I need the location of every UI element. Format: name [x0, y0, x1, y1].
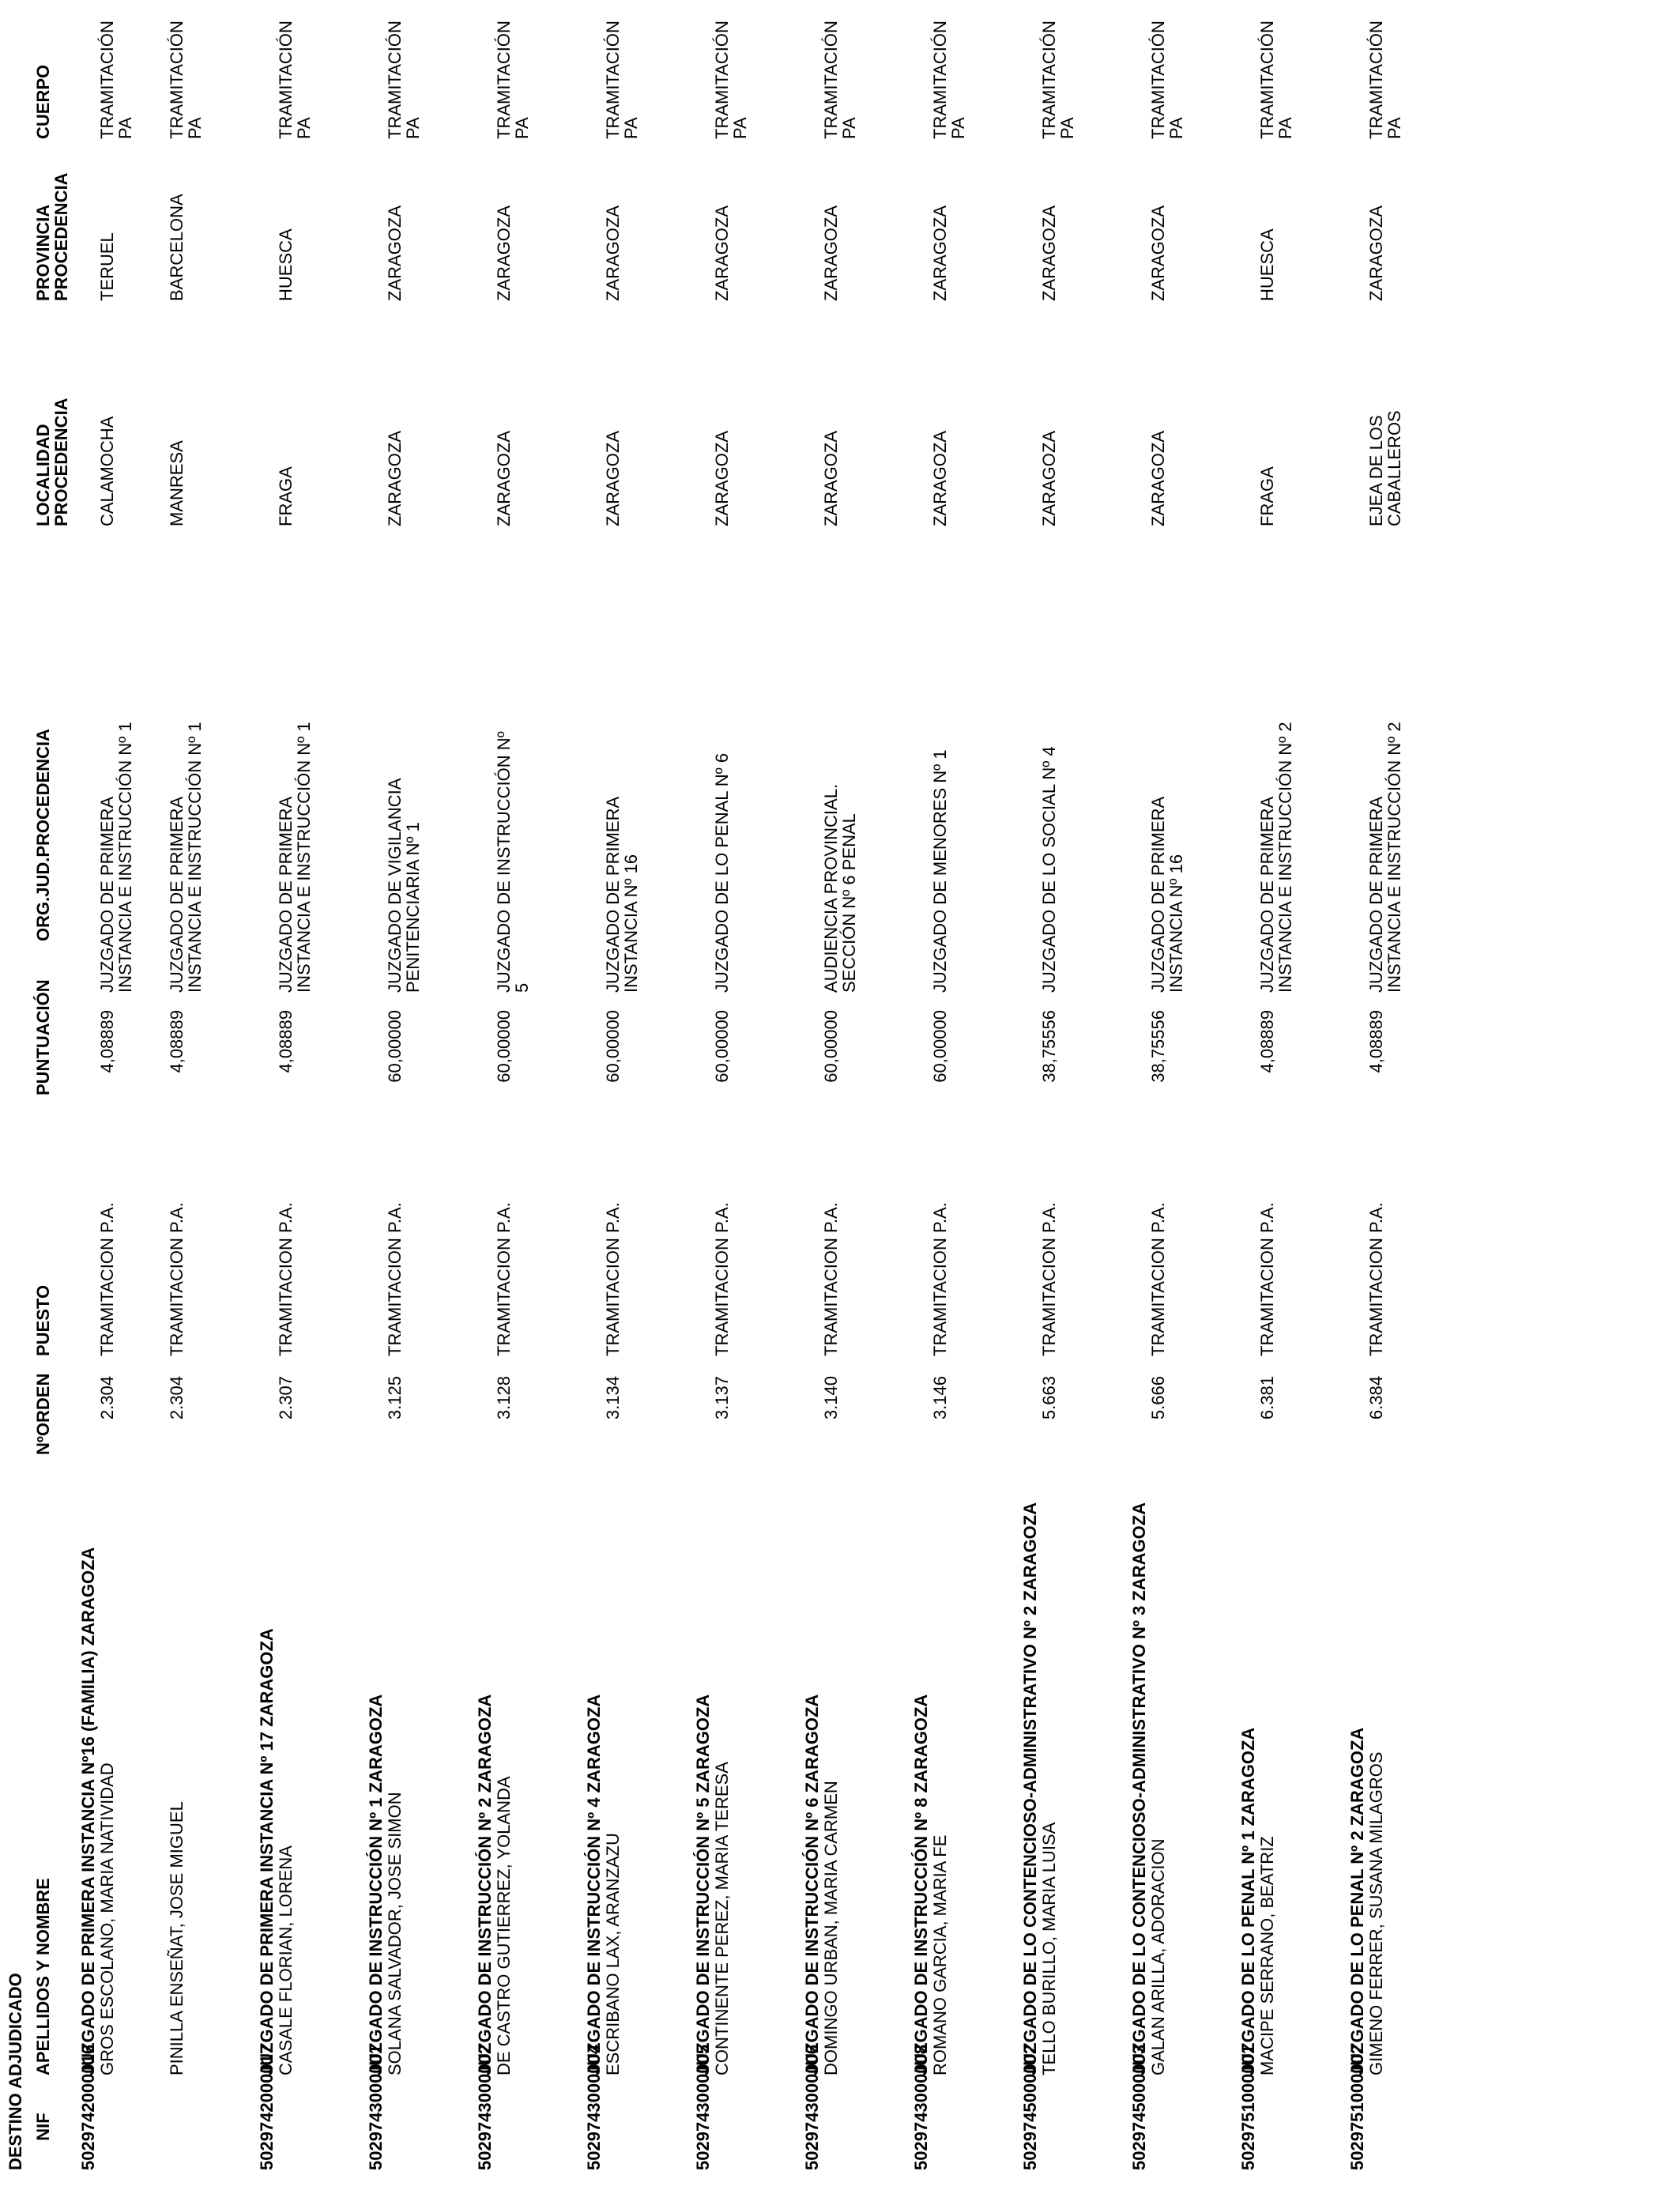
- localidad-procedencia: EJEA DE LOS: [1366, 415, 1386, 526]
- header-org-jud-procedencia: ORG.JUD.PROCEDENCIA: [33, 729, 53, 941]
- orden-number: 6.381: [1257, 1376, 1277, 1420]
- puntuacion: 38,75556: [1039, 1010, 1059, 1083]
- org-jud-procedencia: JUZGADO DE LO SOCIAL Nº 4: [1039, 746, 1059, 993]
- org-jud-procedencia: JUZGADO DE INSTRUCCIÓN Nº: [494, 731, 514, 993]
- cuerpo: TRAMITACIÓN: [385, 21, 405, 139]
- org-jud-procedencia: INSTANCIA E INSTRUCCIÓN Nº 1: [185, 722, 205, 993]
- group-code: 5029743000008: [911, 2044, 931, 2170]
- orden-number: 5.666: [1148, 1376, 1168, 1420]
- orden-number: 3.146: [930, 1376, 950, 1420]
- localidad-procedencia: ZARAGOZA: [821, 430, 841, 526]
- group-title: JUZGADO DE INSTRUCCIÓN Nº 5 ZARAGOZA: [693, 1694, 713, 2075]
- localidad-procedencia: CALAMOCHA: [97, 416, 117, 526]
- puntuacion: 4,08889: [97, 1010, 117, 1073]
- cuerpo: TRAMITACIÓN: [712, 21, 732, 139]
- localidad-procedencia: FRAGA: [1257, 466, 1277, 526]
- puesto: TRAMITACION P.A.: [167, 1202, 186, 1356]
- group-title: JUZGADO DE LO CONTENCIOSO-ADMINISTRATIVO Nº 2 ZARAGOZA: [1020, 1502, 1040, 2075]
- org-jud-procedencia: INSTANCIA E INSTRUCCIÓN Nº 2: [1384, 722, 1404, 993]
- puesto: TRAMITACION P.A.: [494, 1202, 514, 1356]
- orden-number: 2.307: [276, 1376, 296, 1420]
- person-name: GIMENO FERRER, SUSANA MILAGROS: [1366, 1751, 1386, 2075]
- person-name: ROMANO GARCIA, MARIA FE: [930, 1834, 950, 2075]
- cuerpo: TRAMITACIÓN: [1039, 21, 1059, 139]
- puntuacion: 38,75556: [1148, 1010, 1168, 1083]
- provincia-procedencia: ZARAGOZA: [930, 205, 950, 301]
- puntuacion: 60,00000: [930, 1010, 950, 1083]
- puesto: TRAMITACION P.A.: [603, 1202, 623, 1356]
- org-jud-procedencia: 5: [512, 982, 532, 993]
- group-title: JUZGADO DE PRIMERA INSTANCIA Nº 17 ZARAGOZA: [257, 1628, 277, 2075]
- org-jud-procedencia: AUDIENCIA PROVINCIAL.: [821, 783, 841, 993]
- group-code: 5029745000003: [1129, 2044, 1149, 2170]
- orden-number: 3.128: [494, 1376, 514, 1420]
- puesto: TRAMITACION P.A.: [1366, 1202, 1386, 1356]
- localidad-procedencia: CABALLEROS: [1384, 410, 1404, 526]
- header-puesto: PUESTO: [33, 1284, 53, 1356]
- puesto: TRAMITACION P.A.: [712, 1202, 732, 1356]
- person-name: CONTINENTE PEREZ, MARIA TERESA: [712, 1762, 732, 2075]
- person-name: DOMINGO URBAN, MARIA CARMEN: [821, 1781, 841, 2075]
- provincia-procedencia: ZARAGOZA: [603, 205, 623, 301]
- org-jud-procedencia: INSTANCIA E INSTRUCCIÓN Nº 1: [115, 722, 135, 993]
- localidad-procedencia: ZARAGOZA: [712, 430, 732, 526]
- cuerpo: PA: [730, 117, 750, 139]
- cuerpo: TRAMITACIÓN: [821, 21, 841, 139]
- org-jud-procedencia: JUZGADO DE LO PENAL Nº 6: [712, 752, 732, 993]
- header-localidad-line1: LOCALIDAD: [33, 424, 53, 526]
- cuerpo: PA: [1057, 117, 1077, 139]
- header-cuerpo: CUERPO: [33, 64, 53, 139]
- cuerpo: TRAMITACIÓN: [1148, 21, 1168, 139]
- group-title: JUZGADO DE INSTRUCCIÓN Nº 4 ZARAGOZA: [584, 1694, 604, 2075]
- header-provincia-line1: PROVINCIA: [33, 204, 53, 301]
- cuerpo: TRAMITACIÓN: [167, 21, 186, 139]
- org-jud-procedencia: INSTANCIA E INSTRUCCIÓN Nº 1: [294, 722, 314, 993]
- cuerpo: TRAMITACIÓN: [276, 21, 296, 139]
- orden-number: 5.663: [1039, 1376, 1059, 1420]
- group-title: JUZGADO DE PRIMERA INSTANCIA Nº16 (FAMILIA) ZARAGOZA: [78, 1547, 98, 2075]
- localidad-procedencia: FRAGA: [276, 466, 296, 526]
- org-jud-procedencia: JUZGADO DE PRIMERA: [167, 796, 186, 993]
- org-jud-procedencia: PENITENCIARIA Nº 1: [403, 822, 423, 993]
- cuerpo: PA: [621, 117, 641, 139]
- puesto: TRAMITACION P.A.: [276, 1202, 296, 1356]
- localidad-procedencia: ZARAGOZA: [385, 430, 405, 526]
- orden-number: 2.304: [97, 1376, 117, 1420]
- localidad-procedencia: ZARAGOZA: [930, 430, 950, 526]
- group-code: 5029742000017: [257, 2044, 277, 2170]
- group-title: JUZGADO DE INSTRUCCIÓN Nº 8 ZARAGOZA: [911, 1694, 931, 2075]
- cuerpo: TRAMITACIÓN: [1257, 21, 1277, 139]
- orden-number: 6.384: [1366, 1376, 1386, 1420]
- cuerpo: PA: [403, 117, 423, 139]
- header-provincia-line2: PROCEDENCIA: [51, 172, 71, 301]
- group-title: JUZGADO DE INSTRUCCIÓN Nº 6 ZARAGOZA: [802, 1694, 822, 2075]
- org-jud-procedencia: JUZGADO DE PRIMERA: [603, 796, 623, 993]
- cuerpo: PA: [1384, 117, 1404, 139]
- cuerpo: PA: [839, 117, 859, 139]
- puntuacion: 4,08889: [167, 1010, 186, 1073]
- group-code: 5029743000004: [584, 2044, 604, 2170]
- person-name: TELLO BURILLO, MARIA LUISA: [1039, 1822, 1059, 2075]
- puntuacion: 60,00000: [494, 1010, 514, 1083]
- puesto: TRAMITACION P.A.: [1148, 1202, 1168, 1356]
- cuerpo: PA: [1275, 117, 1295, 139]
- provincia-procedencia: HUESCA: [1257, 228, 1277, 301]
- org-jud-procedencia: JUZGADO DE PRIMERA: [1148, 796, 1168, 993]
- org-jud-procedencia: INSTANCIA E INSTRUCCIÓN Nº 2: [1275, 722, 1295, 993]
- provincia-procedencia: TERUEL: [97, 232, 117, 301]
- person-name: CASALE FLORIAN, LORENA: [276, 1845, 296, 2075]
- orden-number: 2.304: [167, 1376, 186, 1420]
- orden-number: 3.140: [821, 1376, 841, 1420]
- header-apellidos-nombre: APELLIDOS Y NOMBRE: [33, 1878, 53, 2075]
- puesto: TRAMITACION P.A.: [1039, 1202, 1059, 1356]
- puesto: TRAMITACION P.A.: [1257, 1202, 1277, 1356]
- org-jud-procedencia: JUZGADO DE VIGILANCIA: [385, 778, 405, 993]
- cuerpo: PA: [115, 117, 135, 139]
- provincia-procedencia: ZARAGOZA: [1148, 205, 1168, 301]
- localidad-procedencia: ZARAGOZA: [1148, 430, 1168, 526]
- org-jud-procedencia: INSTANCIA Nº 16: [1166, 854, 1186, 993]
- group-title: JUZGADO DE INSTRUCCIÓN Nº 1 ZARAGOZA: [366, 1694, 386, 2075]
- puntuacion: 4,08889: [276, 1010, 296, 1073]
- cuerpo: TRAMITACIÓN: [97, 21, 117, 139]
- orden-number: 3.137: [712, 1376, 732, 1420]
- org-jud-procedencia: SECCIÓN Nº 6 PENAL: [839, 813, 859, 993]
- cuerpo: PA: [1166, 117, 1186, 139]
- header-destino-adjudicado: DESTINO ADJUDICADO: [6, 1973, 25, 2170]
- puesto: TRAMITACION P.A.: [385, 1202, 405, 1356]
- cuerpo: PA: [294, 117, 314, 139]
- person-name: ESCRIBANO LAX, ARANZAZU: [603, 1833, 623, 2075]
- puntuacion: 60,00000: [603, 1010, 623, 1083]
- person-name: GROS ESCOLANO, MARIA NATIVIDAD: [97, 1762, 117, 2075]
- header-localidad-line2: PROCEDENCIA: [51, 398, 71, 526]
- person-name: MACIPE SERRANO, BEATRIZ: [1257, 1836, 1277, 2075]
- orden-number: 3.134: [603, 1376, 623, 1420]
- cuerpo: TRAMITACIÓN: [930, 21, 950, 139]
- person-name: PINILLA ENSEÑAT, JOSE MIGUEL: [167, 1801, 186, 2075]
- provincia-procedencia: BARCELONA: [167, 194, 186, 301]
- person-name: SOLANA SALVADOR, JOSE SIMON: [385, 1792, 405, 2075]
- puntuacion: 60,00000: [712, 1010, 732, 1083]
- org-jud-procedencia: JUZGADO DE PRIMERA: [1257, 796, 1277, 993]
- orden-number: 3.125: [385, 1376, 405, 1420]
- provincia-procedencia: ZARAGOZA: [712, 205, 732, 301]
- puesto: TRAMITACION P.A.: [930, 1202, 950, 1356]
- group-code: 5029743000001: [366, 2044, 386, 2170]
- puesto: TRAMITACION P.A.: [821, 1202, 841, 1356]
- group-title: JUZGADO DE LO PENAL Nº 1 ZARAGOZA: [1238, 1727, 1258, 2075]
- localidad-procedencia: ZARAGOZA: [1039, 430, 1059, 526]
- org-jud-procedencia: JUZGADO DE PRIMERA: [1366, 796, 1386, 993]
- org-jud-procedencia: JUZGADO DE PRIMERA: [97, 796, 117, 993]
- group-code: 5029751000001: [1238, 2044, 1258, 2170]
- header-norden: NºORDEN: [33, 1373, 53, 1455]
- org-jud-procedencia: JUZGADO DE MENORES Nº 1: [930, 749, 950, 993]
- cuerpo: PA: [948, 117, 968, 139]
- org-jud-procedencia: INSTANCIA Nº 16: [621, 854, 641, 993]
- puntuacion: 4,08889: [1257, 1010, 1277, 1073]
- cuerpo: PA: [512, 117, 532, 139]
- header-nif: NIF: [33, 2113, 53, 2141]
- puntuacion: 60,00000: [821, 1010, 841, 1083]
- group-title: JUZGADO DE LO PENAL Nº 2 ZARAGOZA: [1347, 1727, 1367, 2075]
- group-code: 5029743000005: [693, 2044, 713, 2170]
- localidad-procedencia: ZARAGOZA: [603, 430, 623, 526]
- person-name: GALAN ARILLA, ADORACION: [1148, 1838, 1168, 2075]
- group-code: 5029743000002: [475, 2044, 495, 2170]
- group-code: 5029743000006: [802, 2044, 822, 2170]
- provincia-procedencia: ZARAGOZA: [1039, 205, 1059, 301]
- cuerpo: TRAMITACIÓN: [1366, 21, 1386, 139]
- provincia-procedencia: ZARAGOZA: [494, 205, 514, 301]
- org-jud-procedencia: JUZGADO DE PRIMERA: [276, 796, 296, 993]
- group-title: JUZGADO DE INSTRUCCIÓN Nº 2 ZARAGOZA: [475, 1694, 495, 2075]
- group-code: 5029745000002: [1020, 2044, 1040, 2170]
- cuerpo: TRAMITACIÓN: [603, 21, 623, 139]
- group-code: 5029742000016: [78, 2044, 98, 2170]
- cuerpo: TRAMITACIÓN: [494, 21, 514, 139]
- puntuacion: 4,08889: [1366, 1010, 1386, 1073]
- localidad-procedencia: MANRESA: [167, 440, 186, 526]
- person-name: DE CASTRO GUTIERREZ, YOLANDA: [494, 1776, 514, 2075]
- puesto: TRAMITACION P.A.: [97, 1202, 117, 1356]
- group-title: JUZGADO DE LO CONTENCIOSO-ADMINISTRATIVO Nº 3 ZARAGOZA: [1129, 1502, 1149, 2075]
- puntuacion: 60,00000: [385, 1010, 405, 1083]
- provincia-procedencia: ZARAGOZA: [821, 205, 841, 301]
- cuerpo: PA: [185, 117, 205, 139]
- provincia-procedencia: HUESCA: [276, 228, 296, 301]
- provincia-procedencia: ZARAGOZA: [1366, 205, 1386, 301]
- provincia-procedencia: ZARAGOZA: [385, 205, 405, 301]
- header-puntuacion: PUNTUACIÓN: [33, 979, 53, 1095]
- localidad-procedencia: ZARAGOZA: [494, 430, 514, 526]
- group-code: 5029751000002: [1347, 2044, 1367, 2170]
